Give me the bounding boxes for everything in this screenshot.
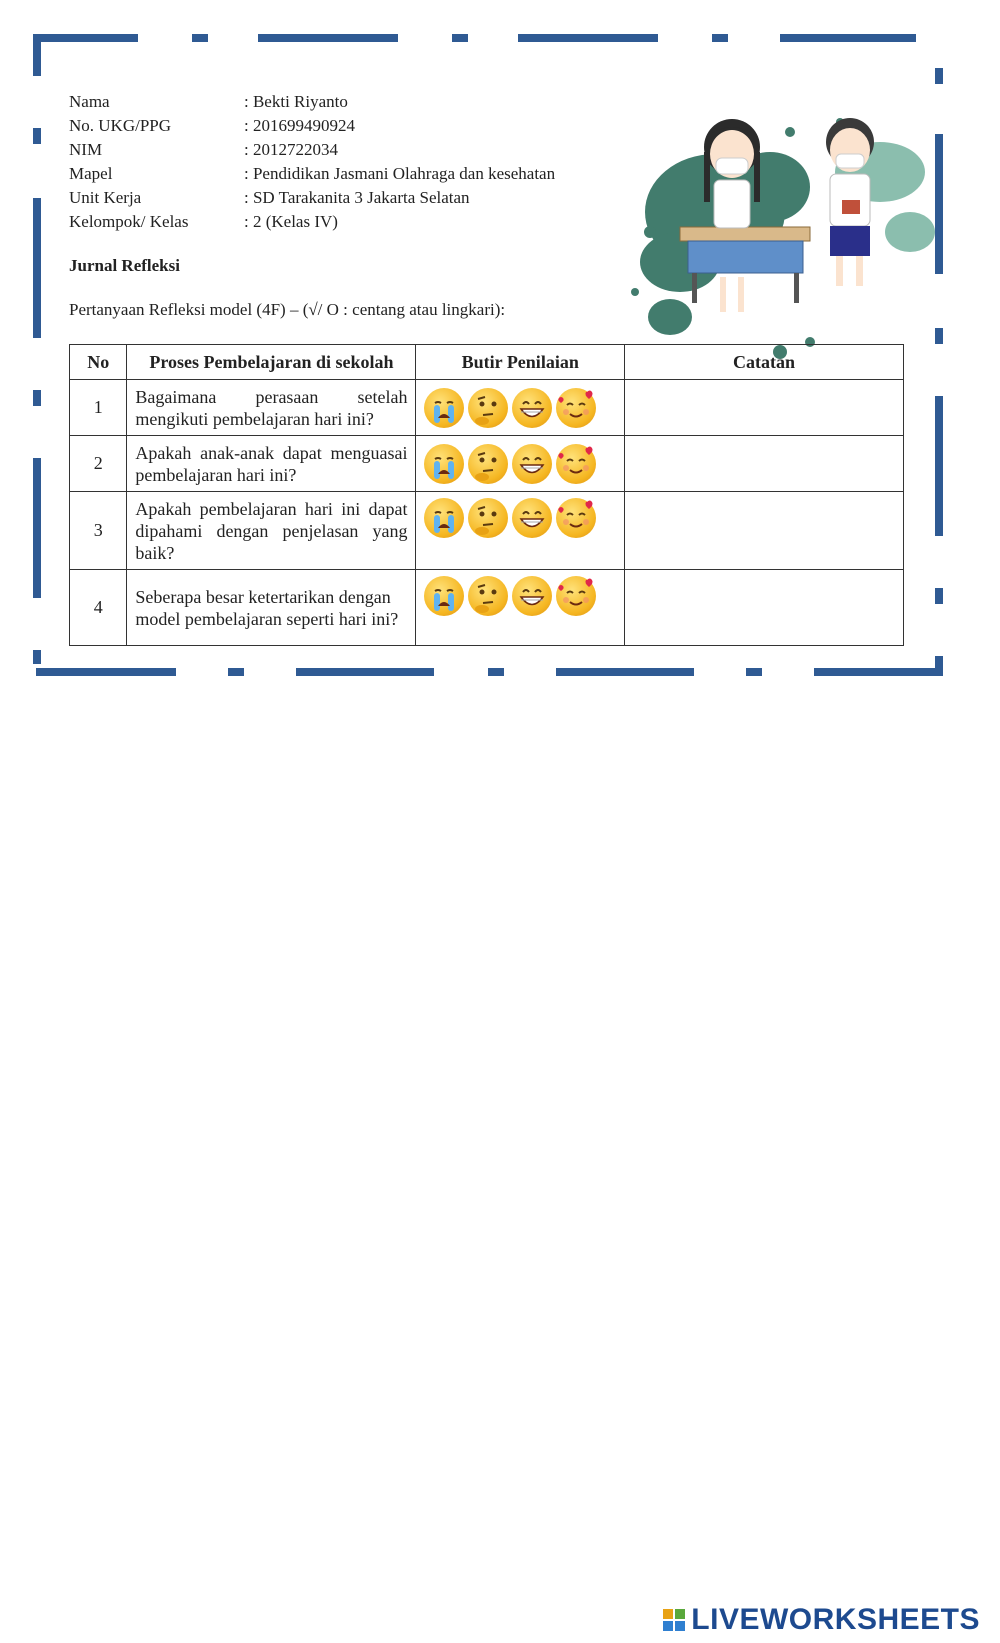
info-label: Unit Kerja — [69, 188, 142, 207]
row-question: Apakah pembelajaran hari ini dapat dipahami dengan penjelasan yang baik? — [127, 492, 416, 570]
row-number: 3 — [70, 492, 127, 570]
children-illustration — [620, 92, 950, 372]
header-rating: Butir Penilaian — [416, 345, 625, 380]
emoji-options — [424, 444, 616, 484]
thinking-face-icon[interactable] — [468, 444, 508, 484]
rating-cell — [416, 380, 625, 436]
info-row-kelompok — [69, 210, 555, 234]
smiling-hearts-face-icon[interactable] — [556, 388, 596, 428]
info-value: : 2012722034 — [244, 140, 338, 159]
table-row — [70, 492, 904, 570]
info-row-nim — [69, 138, 555, 162]
header-process: Proses Pembelajaran di sekolah — [127, 345, 416, 380]
grinning-face-icon[interactable] — [512, 444, 552, 484]
emoji-options — [424, 388, 616, 428]
emoji-options — [424, 576, 616, 616]
thinking-face-icon[interactable] — [468, 498, 508, 538]
notes-cell[interactable] — [624, 570, 903, 646]
reflection-table — [69, 344, 904, 646]
crying-face-icon[interactable] — [424, 444, 464, 484]
info-value: : 2 (Kelas IV) — [244, 212, 338, 231]
smiling-hearts-face-icon[interactable] — [556, 444, 596, 484]
info-label: No. UKG/PPG — [69, 116, 172, 135]
table-header-row — [70, 345, 904, 380]
grinning-face-icon[interactable] — [512, 498, 552, 538]
row-number: 1 — [70, 380, 127, 436]
rating-cell — [416, 570, 625, 646]
table-row — [70, 436, 904, 492]
rating-cell — [416, 492, 625, 570]
liveworksheets-logo[interactable] — [663, 1603, 980, 1637]
row-number: 2 — [70, 436, 127, 492]
instruction-text: Pertanyaan Refleksi model (4F) – (√/ O : centang atau lingkari): — [69, 300, 506, 319]
info-label: Nama — [69, 92, 110, 111]
liveworksheets-mark-icon — [663, 1609, 685, 1631]
grinning-face-icon[interactable] — [512, 388, 552, 428]
thinking-face-icon[interactable] — [468, 576, 508, 616]
row-question: Apakah anak-anak dapat menguasai pembelajaran hari ini? — [127, 436, 416, 492]
info-row-mapel — [69, 162, 555, 186]
smiling-hearts-face-icon[interactable] — [556, 576, 596, 616]
rating-cell — [416, 436, 625, 492]
table-row — [70, 380, 904, 436]
crying-face-icon[interactable] — [424, 498, 464, 538]
notes-cell[interactable] — [624, 492, 903, 570]
header-no: No — [70, 345, 127, 380]
info-row-nama — [69, 90, 555, 114]
crying-face-icon[interactable] — [424, 388, 464, 428]
thinking-face-icon[interactable] — [468, 388, 508, 428]
info-label: Kelompok/ Kelas — [69, 212, 189, 231]
table-row — [70, 570, 904, 646]
header-notes: Catatan — [624, 345, 903, 380]
notes-cell[interactable] — [624, 436, 903, 492]
brand-name: LIVEWORKSHEETS — [691, 1603, 980, 1636]
smiling-hearts-face-icon[interactable] — [556, 498, 596, 538]
crying-face-icon[interactable] — [424, 576, 464, 616]
row-number: 4 — [70, 570, 127, 646]
grinning-face-icon[interactable] — [512, 576, 552, 616]
row-question: Bagaimana perasaan setelah mengikuti pembelajaran hari ini? — [127, 380, 416, 436]
info-value: : 201699490924 — [244, 116, 355, 135]
info-value: : Pendidikan Jasmani Olahraga dan kesehatan — [244, 164, 556, 183]
student-info — [69, 90, 555, 234]
info-label: Mapel — [69, 164, 113, 183]
notes-cell[interactable] — [624, 380, 903, 436]
info-row-unit-kerja — [69, 186, 555, 210]
section-title: Jurnal Refleksi — [69, 256, 180, 275]
info-row-ukg — [69, 114, 555, 138]
info-value: : Bekti Riyanto — [244, 92, 348, 111]
row-question: Seberapa besar ketertarikan dengan model pembelajaran seperti hari ini? — [127, 570, 416, 646]
info-value: : SD Tarakanita 3 Jakarta Selatan — [244, 188, 470, 207]
info-label: NIM — [69, 140, 103, 159]
emoji-options — [424, 498, 616, 538]
